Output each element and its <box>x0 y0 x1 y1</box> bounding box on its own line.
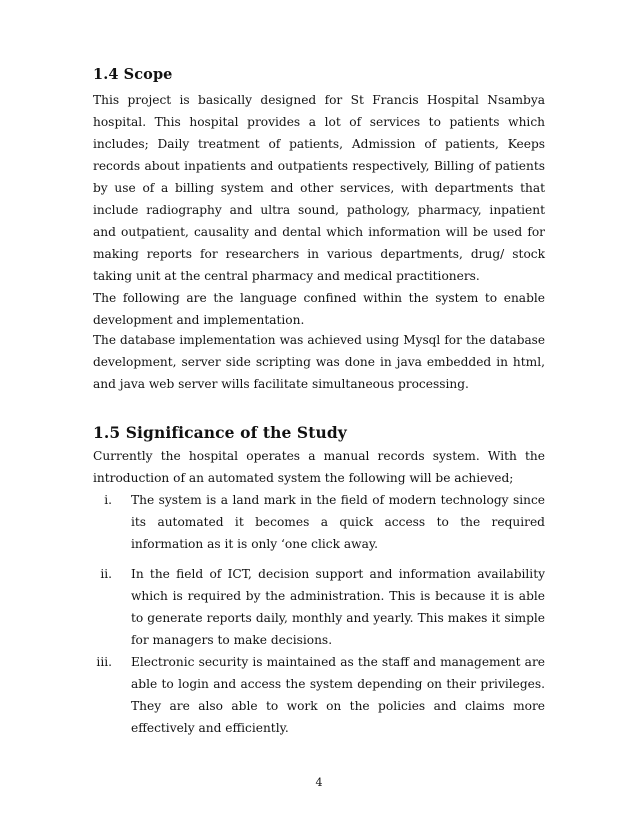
list-marker: iii. <box>96 655 112 669</box>
scope-line: This project is basically designed for St Francis Hospital Nsambya <box>93 93 545 107</box>
list-item-line: effectively and efficiently. <box>131 721 289 735</box>
list-marker: ii. <box>100 567 112 581</box>
scope-line: includes; Daily treatment of patients, Admission of patients, Keeps <box>93 137 545 151</box>
scope-line: by use of a billing system and other services, with departments that <box>93 181 545 195</box>
section-heading-significance: 1.5 Significance of the Study <box>93 423 347 442</box>
significance-intro-line: Currently the hospital operates a manual records system. With the <box>93 449 545 463</box>
list-item-line: Electronic security is maintained as the staff and management are <box>131 655 545 669</box>
scope-line: development and implementation. <box>93 313 305 327</box>
scope-line: include radiography and ultra sound, pathology, pharmacy, inpatient <box>93 203 545 217</box>
list-item-line: to generate reports daily, monthly and yearly. This makes it simple <box>131 611 545 625</box>
scope-line: The database implementation was achieved using Mysql for the database <box>93 333 545 347</box>
scope-line: taking unit at the central pharmacy and medical practitioners. <box>93 269 480 283</box>
significance-intro-line: introduction of an automated system the following will be achieved; <box>93 471 514 485</box>
section-heading-scope: 1.4 Scope <box>93 66 173 83</box>
scope-line: making reports for researchers in various departments, drug/ stock <box>93 247 545 261</box>
scope-line: The following are the language confined within the system to enable <box>93 291 545 305</box>
list-item-line: able to login and access the system depending on their privileges. <box>131 677 545 691</box>
list-marker: i. <box>104 493 112 507</box>
list-item-line: The system is a land mark in the field of modern technology since <box>131 493 545 507</box>
list-item-line: for managers to make decisions. <box>131 633 333 647</box>
scope-line: and outpatient, causality and dental which information will be used for <box>93 225 545 239</box>
scope-line: and java web server wills facilitate simultaneous processing. <box>93 377 469 391</box>
list-item-line: In the field of ICT, decision support and information availability <box>131 567 545 581</box>
list-item-line: They are also able to work on the policies and claims more <box>131 699 545 713</box>
list-item-line: information as it is only ‘one click away. <box>131 537 378 551</box>
list-item-line: which is required by the administration. This is because it is able <box>131 589 545 603</box>
page-number: 4 <box>315 776 323 789</box>
scope-line: development, server side scripting was done in java embedded in html, <box>93 355 545 369</box>
list-item-line: its automated it becomes a quick access to the required <box>131 515 545 529</box>
scope-line: records about inpatients and outpatients respectively, Billing of patients <box>93 159 545 173</box>
scope-line: hospital. This hospital provides a lot of services to patients which <box>93 115 545 129</box>
